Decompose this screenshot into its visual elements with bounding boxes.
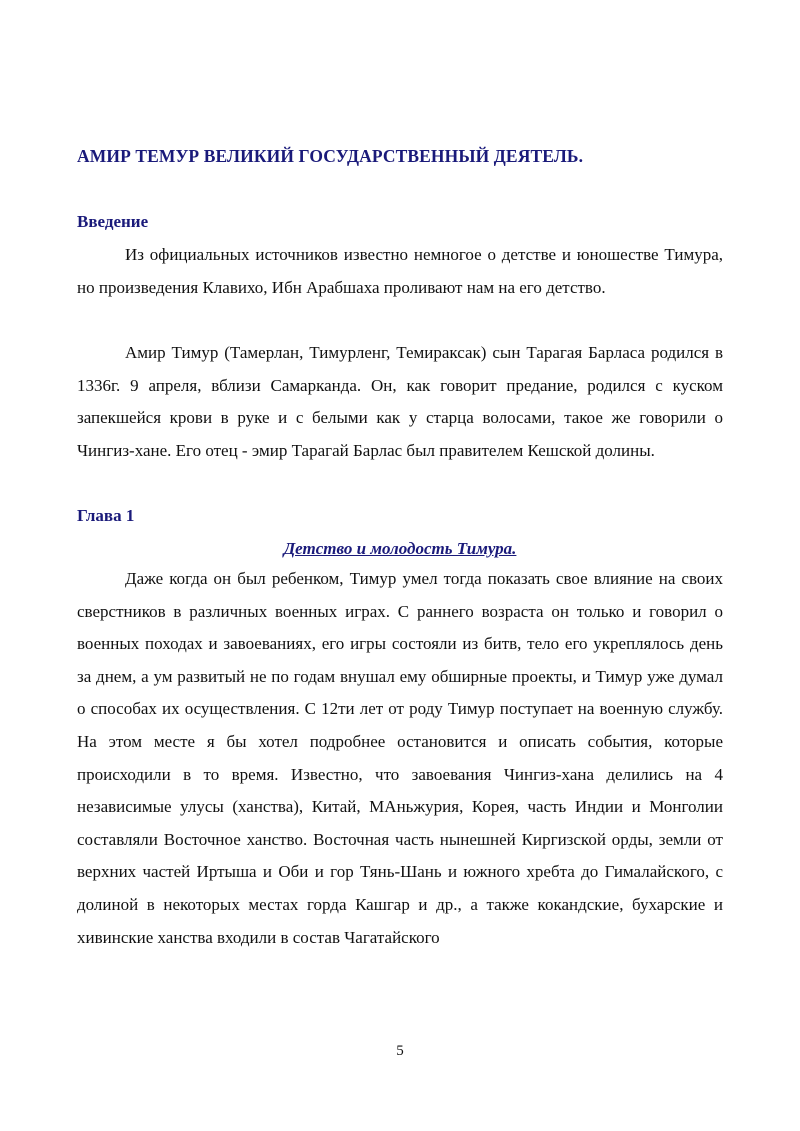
document-title: АМИР ТЕМУР ВЕЛИКИЙ ГОСУДАРСТВЕННЫЙ ДЕЯТЕЛЬ.: [77, 146, 584, 166]
intro-heading: Введение: [77, 212, 149, 231]
intro-paragraph-2: Амир Тимур (Тамерлан, Тимурленг, Темираксак) сын Тарагая Барласа родился в 1336г. 9 апреля, вблизи Самарканда. Он, как говорит предание, родился с куском запекшейся крови в руке и с белыми как у старца волосами, такое же говорили о Чингиз-хане. Его отец - эмир Тарагай Барлас был правителем Кешской долины.: [77, 343, 723, 460]
page-number: 5: [396, 1043, 404, 1059]
chapter-heading: Глава 1: [77, 506, 135, 525]
chapter-paragraph: Даже когда он был ребенком, Тимур умел тогда показать свое влияние на своих сверстников в различных военных играх. С раннего возраста он только и говорил о военных походах и завоеваниях, его игры состояли из битв, тело его укреплялось день за днем, а ум развитый не по годам внушал ему обширные проекты, и Тимур уже думал о способах их осуществления. С 12ти лет от роду Тимур поступает на военную службу. На этом месте я бы хотел подробнее остановится и описать события, которые происходили в то время. Известно, что завоевания Чингиз-хана делились на 4 независимые улусы (ханства), Китай, МАньжурия, Корея, часть Индии и Монголии составляли Восточное ханство. Восточная часть нынешней Киргизской орды, земли от верхних частей Иртыша и Оби и гор Тянь-Шань и южного хребта до Гималайского, с долиной в некоторых местах горда Кашгар и др., а также кокандские, бухарские и хивинские ханства входили в состав Чагатайского: [77, 569, 723, 947]
chapter-title: Детство и молодость Тимура.: [283, 539, 517, 558]
intro-paragraph-1: Из официальных источников известно немногое о детстве и юношестве Тимура, но произведения Клавихо, Ибн Арабшаха проливают нам на его детство.: [77, 245, 723, 297]
